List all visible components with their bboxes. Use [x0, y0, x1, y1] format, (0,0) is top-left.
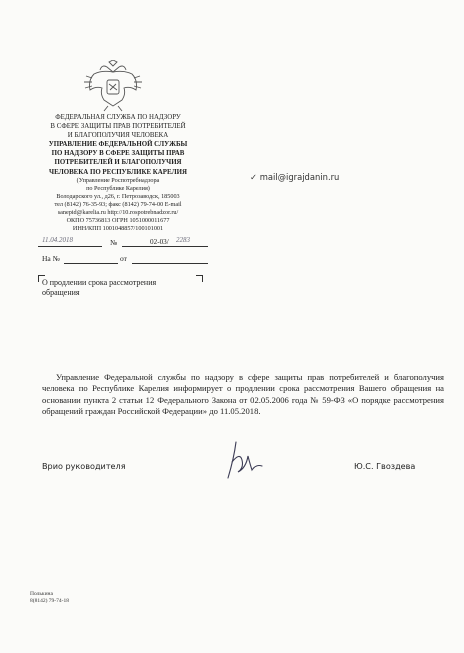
- agency-line: И БЛАГОПОЛУЧИЯ ЧЕЛОВЕКА: [67, 132, 169, 140]
- handwritten-reg-number: 2283: [176, 236, 190, 244]
- recipient-email: [250, 172, 339, 182]
- subject-line: О продлении срока рассмотрения обращения: [42, 278, 157, 297]
- letterhead: [18, 113, 218, 233]
- inn-kpp: ИНН/КПП 1001048857/100101001: [72, 224, 164, 232]
- handwritten-date: 11.04.2018: [42, 236, 73, 244]
- executor-name: Полькина: [30, 591, 53, 597]
- signatory-role: Врио руководителя: [42, 461, 126, 471]
- executor-phone: 8(8142) 79-74-18: [30, 598, 69, 605]
- department-line: ЧЕЛОВЕКА ПО РЕСПУБЛИКЕ КАРЕЛИЯ: [49, 168, 187, 176]
- incoming-date-underline: [132, 253, 208, 264]
- department-line: УПРАВЛЕНИЕ ФЕДЕРАЛЬНОЙ СЛУЖБЫ: [48, 141, 188, 149]
- department-line: ПОТРЕБИТЕЛЕЙ И БЛАГОПОЛУЧИЯ: [54, 159, 182, 167]
- recipient-email-text: mail@igrajdanin.ru: [259, 172, 340, 182]
- handwritten-signature-icon: [218, 438, 268, 484]
- incoming-date-label: от: [120, 254, 127, 263]
- incoming-number-underline: [64, 253, 118, 264]
- signatory-name: Ю.С. Гвоздева: [354, 461, 416, 471]
- subject-bracket: [196, 275, 203, 282]
- department-line: ПО НАДЗОРУ В СФЕРЕ ЗАЩИТЫ ПРАВ: [51, 150, 185, 158]
- phone-fax: тел (8142) 76-35-93; факс (8142) 79-74-00 E-mail: [54, 200, 182, 208]
- incoming-number-label: На №: [42, 254, 60, 263]
- okpo-ogrn: ОКПО 75736813 ОГРН 1051000011677: [66, 216, 170, 224]
- letter-body: Управление Федеральной службы по надзору в сфере защиты прав потребителей и благополучия человека по Республике Карелия информирует о продлении срока рассмотрения Вашего обращения на основании пункта 2 статьи 12 Федерального Закона от 02.05.2006 года № 59-ФЗ «О порядке рассмотрения обращений граждан Российской Федерации» до 11.05.2018.: [42, 372, 444, 417]
- executor-footer: [30, 591, 69, 606]
- address: Володарского ул., д26, г. Петрозаводск, 185003: [56, 192, 180, 200]
- agency-line: ФЕДЕРАЛЬНАЯ СЛУЖБА ПО НАДЗОРУ: [55, 114, 181, 121]
- agency-line: В СФЕРЕ ЗАЩИТЫ ПРАВ ПОТРЕБИТЕЛЕЙ: [50, 123, 186, 131]
- short-name-line: (Управление Роспотребнадзора: [76, 176, 160, 184]
- reg-number-prefix: 02-03/: [150, 238, 169, 246]
- short-name-line: по Республике Карелия): [86, 184, 150, 192]
- coat-of-arms-icon: [80, 60, 146, 112]
- email-site: sanepid@karelia.ru http://10.rospotrebnadzor.ru/: [57, 208, 179, 216]
- reg-number-label: №: [110, 238, 118, 247]
- bullet-icon: ✓: [250, 172, 260, 182]
